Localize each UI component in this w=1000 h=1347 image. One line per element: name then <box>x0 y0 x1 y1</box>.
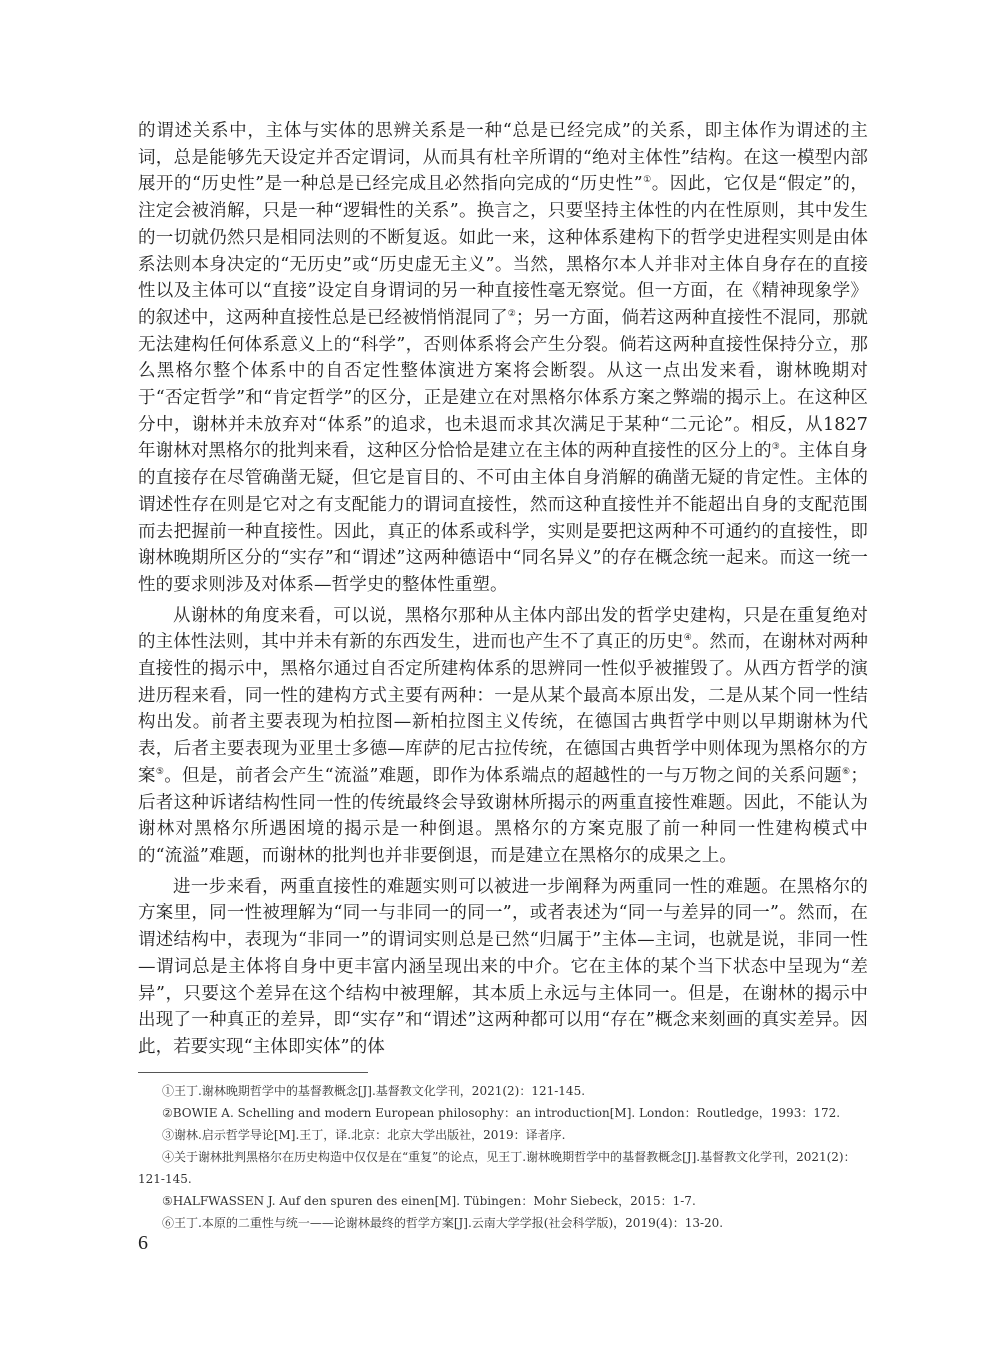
text-run: 的谓述关系中，主体与实体的思辨关系是一种“总是已经完成”的关系，即主体作为谓述的主词，总是能够先天设定并否定谓词，从而具有杜辛所谓的“绝对主体性”结构。在这一模型内部展开的“历史性”是一种总是已经完成且必然指向完成的“历史性” <box>138 121 868 195</box>
footnote-1: ①王丁.谢林晚期哲学中的基督教概念[J].基督教文化学刊，2021(2)：121-145. <box>162 1084 586 1098</box>
paragraph-3 <box>138 874 868 1061</box>
footnote-2: ②BOWIE A. Schelling and modern European philosophy：an introduction[M]. London：Routledge，1993：172. <box>162 1106 841 1120</box>
footnote-ref-1[interactable]: ① <box>642 175 652 186</box>
body-text <box>138 118 868 1061</box>
text-run: 进一步来看，两重直接性的难题实则可以被进一步阐释为两重同一性的难题。在黑格尔的方案里，同一性被理解为“同一与非同一的同一”，或者表述为“同一与差异的同一”。然而，在谓述结构中，表现为“非同一”的谓词实则总是已然“归属于”主体—主词，也就是说，非同一性—谓词总是主体将自身中更丰富内涵呈现出来的中介。它在主体的某个当下状态中呈现为“差异”，只要这个差异在这个结构中被理解，其本质上永远与主体同一。但是，在谢林的揭示中出现了一种真正的差异，即“实存”和“谓述”这两种都可以用“存在”概念来刻画的真实差异。因此，若要实现“主体即实体”的体 <box>138 876 868 1057</box>
text-run: 。但是，前者会产生“流溢”难题，即作为体系端点的超越性的一与万物之间的关系问题 <box>164 765 842 786</box>
text-run: ；后者这种诉诸结构性同一性的传统最终会导致谢林所揭示的两重直接性难题。因此，不能认为谢林对黑格尔所遇困境的揭示是一种倒退。黑格尔的方案克服了前一种同一性建构模式中的“流溢”难题，而谢林的批判也并非要倒退，而是建立在黑格尔的成果之上。 <box>138 765 868 866</box>
footnote-ref-3[interactable]: ③ <box>771 442 780 453</box>
footnote-3: ③谢林.启示哲学导论[M].王丁，译.北京：北京大学出版社，2019：译者序. <box>162 1128 566 1142</box>
footnotes <box>138 1080 868 1234</box>
page-number: 6 <box>138 1232 148 1254</box>
paragraph-1 <box>138 118 868 599</box>
footnote-ref-5[interactable]: ⑤ <box>155 767 165 778</box>
text-run: 从谢林的角度来看，可以说，黑格尔那种从主体内部出发的哲学史建构，只是在重复绝对的主体性法则，其中并未有新的东西发生，进而也产生不了真正的历史 <box>138 605 868 653</box>
text-run: 。然而，在谢林对两种直接性的揭示中，黑格尔通过自否定所建构体系的思辨同一性似乎被摧毁了。从西方哲学的演进历程来看，同一性的建构方式主要有两种：一是从某个最高本原出发，二是从某个同一性结构出发。前者主要表现为柏拉图—新柏拉图主义传统，在德国古典哲学中则以早期谢林为代表，后者主要表现为亚里士多德—库萨的尼古拉传统，在德国古典哲学中则体现为黑格尔的方案 <box>138 632 869 786</box>
text-run: ；另一方面，倘若这两种直接性不混同，那就无法建构任何体系意义上的“科学”，否则体系将会产生分裂。倘若这两种直接性保持分立，那么黑格尔整个体系中的自否定性整体演进方案将会断裂。从这一点出发来看，谢林晚期对于“否定哲学”和“肯定哲学”的区分，正是建立在对黑格尔体系方案之弊端的揭示上。在这种区分中，谢林并未放弃对“体系”的追求，也未退而求其次满足于某种“二元论”。相反，从1827年谢林对黑格尔的批判来看，这种区分恰恰是建立在主体的两种直接性的区分上的 <box>138 307 869 462</box>
text-run: 。因此，它仅是“假定”的，注定会被消解，只是一种“逻辑性的关系”。换言之，只要坚持主体性的内在性原则，其中发生的一切就仍然只是相同法则的不断复返。如此一来，这种体系建构下的哲学史进程实则是由体系法则本身决定的“无历史”或“历史虚无主义”。当然，黑格尔本人并非对主体自身存在的直接性以及主体可以“直接”设定自身谓词的另一种直接性毫无察觉。但一方面，在《精神现象学》的叙述中，这两种直接性总是已经被悄悄混同了 <box>138 174 868 328</box>
footnote-divider <box>138 1072 368 1073</box>
text-run: 。主体自身的直接存在尽管确凿无疑，但它是盲目的、不可由主体自身消解的确凿无疑的肯定性。主体的谓述性存在则是它对之有支配能力的谓词直接性，然而这种直接性并不能超出自身的支配范围而去把握前一种直接性。因此，真正的体系或科学，实则是要把这两种不可通约的直接性，即谢林晚期所区分的“实存”和“谓述”这两种德语中“同名异义”的存在概念统一起来。而这一统一性的要求则涉及对体系—哲学史的整体性重塑。 <box>138 441 869 595</box>
footnote-5: ⑤HALFWASSEN J. Auf den spuren des einen[M]. Tübingen：Mohr Siebeck，2015：1-7. <box>162 1194 696 1208</box>
footnote-ref-6[interactable]: ⑥ <box>842 767 851 778</box>
footnote-ref-2[interactable]: ② <box>507 309 516 320</box>
footnote-ref-4[interactable]: ④ <box>683 633 692 644</box>
footnote-4: ④关于谢林批判黑格尔在历史构造中仅仅是在“重复”的论点，见王丁.谢林晚期哲学中的基督教概念[J].基督教文化学刊，2021(2)：121-145. <box>138 1150 856 1186</box>
footnote-6: ⑥王丁.本原的二重性与统一——论谢林最终的哲学方案[J].云南大学学报(社会科学版)，2019(4)：13-20. <box>162 1216 724 1230</box>
paragraph-2 <box>138 603 868 870</box>
